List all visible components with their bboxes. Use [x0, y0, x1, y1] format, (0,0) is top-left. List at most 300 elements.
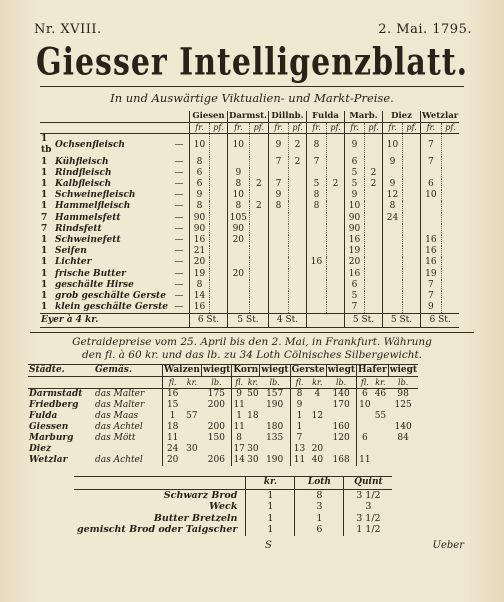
place-header: Marb.	[345, 111, 383, 123]
price-cell	[289, 201, 307, 212]
measure-name: das Malter	[95, 400, 145, 411]
price-cell	[441, 280, 459, 291]
grain-price-cell	[388, 455, 418, 466]
grain-row	[28, 411, 418, 422]
eggs-cell: 6 St.	[421, 314, 460, 328]
grain-price-cell	[201, 444, 231, 455]
city-name: Wetzlar	[29, 455, 68, 466]
city-name: Friedberg	[29, 400, 79, 411]
eggs-row	[40, 314, 459, 328]
price-cell: 9	[269, 190, 289, 201]
price-cell: 8	[307, 201, 327, 212]
bread-name: Schwarz Brod	[163, 489, 238, 501]
price-cell	[269, 235, 289, 246]
place-header: Giesen	[189, 111, 227, 123]
bread-cell: 1	[246, 524, 295, 536]
grain-price-cell: 7	[290, 433, 308, 444]
price-cell: 90	[189, 224, 209, 235]
row-quantity: 7	[41, 223, 48, 234]
grain-price-cell: 140	[332, 389, 350, 400]
price-cell: 16	[345, 235, 365, 246]
item-name: grob geschälte Gerste	[55, 291, 166, 302]
price-cell	[249, 157, 268, 168]
price-cell: 8	[307, 190, 327, 201]
grain-col-header: wiegt	[389, 365, 418, 376]
measure-name: das Achtel	[95, 422, 143, 433]
price-cell: 10	[383, 134, 403, 157]
grain-price-cell: 11	[163, 433, 183, 444]
row-dash: —	[174, 156, 184, 167]
price-cell	[441, 168, 459, 179]
grain-price-cell: 175	[207, 389, 225, 400]
row-dash: —	[174, 179, 184, 190]
price-cell: 14	[189, 291, 209, 302]
city-name: Fulda	[29, 411, 58, 422]
bread-table	[74, 476, 392, 536]
price-cell: 7	[421, 280, 442, 291]
grain-price-cell	[357, 444, 373, 455]
grain-price-cell	[373, 422, 389, 433]
price-cell	[269, 224, 289, 235]
grain-price-cell	[246, 433, 260, 444]
provisions-header-row	[40, 111, 459, 123]
price-cell	[441, 246, 459, 257]
price-cell	[403, 168, 421, 179]
price-cell	[365, 190, 383, 201]
price-cell: 19	[345, 246, 365, 257]
item-name: Seifen	[55, 246, 87, 257]
bread-cell: 3 1/2	[344, 513, 393, 525]
price-cell: 20	[227, 235, 249, 246]
price-cell	[441, 235, 459, 246]
price-cell	[327, 280, 345, 291]
unit-header: lb.	[326, 377, 356, 389]
grain-table	[28, 364, 418, 466]
price-cell: 16	[345, 269, 365, 280]
row-quantity: 1	[41, 201, 48, 212]
item-name: Hammelfleisch	[55, 201, 131, 212]
price-cell	[249, 246, 268, 257]
unit-header: pf.	[365, 123, 383, 134]
grain-col-header: Städte.	[28, 365, 94, 377]
price-cell	[441, 134, 459, 157]
measure-name: das Achtel	[95, 455, 143, 466]
grain-price-cell: 150	[207, 433, 225, 444]
price-cell	[269, 213, 289, 224]
price-cell	[365, 213, 383, 224]
price-cell	[441, 213, 459, 224]
price-cell: 6	[189, 179, 209, 190]
bread-row	[74, 513, 392, 525]
provisions-table	[40, 111, 459, 328]
bread-row	[74, 524, 392, 536]
price-cell: 9	[383, 157, 403, 168]
grain-price-cell: 170	[332, 400, 350, 411]
grain-heading	[28, 336, 476, 362]
price-cell	[383, 246, 403, 257]
grain-price-cell: 8	[232, 433, 246, 444]
price-cell	[441, 179, 459, 190]
price-cell	[403, 201, 421, 212]
grain-row	[28, 444, 418, 455]
row-dash: —	[174, 235, 184, 246]
price-cell	[209, 224, 227, 235]
provision-row	[40, 201, 459, 212]
price-cell	[209, 134, 227, 157]
price-cell	[289, 302, 307, 314]
grain-price-cell: 55	[374, 411, 387, 422]
grain-price-cell	[246, 422, 260, 433]
price-cell	[365, 269, 383, 280]
masthead-line	[34, 22, 472, 37]
price-cell	[441, 201, 459, 212]
grain-price-cell: 135	[266, 433, 284, 444]
grain-price-cell: 157	[266, 389, 284, 400]
grain-price-cell	[182, 400, 201, 411]
row-dash: —	[174, 190, 184, 201]
price-cell	[209, 269, 227, 280]
row-quantity: 1	[41, 291, 48, 302]
price-cell	[327, 257, 345, 268]
row-quantity: 1	[41, 190, 48, 201]
price-cell	[269, 168, 289, 179]
price-cell: 10	[227, 190, 249, 201]
grain-col-header: wiegt	[327, 365, 356, 376]
price-cell	[289, 224, 307, 235]
grain-price-cell: 11	[357, 455, 373, 466]
grain-price-cell	[260, 444, 290, 455]
price-cell: 9	[383, 179, 403, 190]
row-quantity: 1 tb	[41, 134, 52, 156]
row-quantity: 1	[41, 302, 48, 313]
grain-price-cell: 30	[247, 444, 259, 455]
unit-header: pf.	[403, 123, 421, 134]
price-cell	[227, 257, 249, 268]
bread-cell: 1	[246, 501, 295, 513]
unit-header: pf.	[289, 123, 307, 134]
price-cell	[307, 246, 327, 257]
unit-header: fr.	[421, 123, 442, 134]
price-cell: 2	[249, 179, 268, 190]
unit-header: fl.	[163, 377, 183, 389]
price-cell	[289, 257, 307, 268]
price-cell: 6	[345, 157, 365, 168]
price-cell	[249, 280, 268, 291]
unit-header: fr.	[383, 123, 403, 134]
measure-name: das Mött	[95, 433, 136, 444]
price-cell: 19	[421, 269, 442, 280]
provision-row	[40, 246, 459, 257]
grain-price-cell: 1	[232, 411, 246, 422]
grain-price-cell	[182, 455, 201, 466]
price-cell: 19	[189, 269, 209, 280]
grain-price-cell: 120	[332, 433, 350, 444]
price-cell	[209, 213, 227, 224]
price-cell	[383, 257, 403, 268]
unit-header: lb.	[388, 377, 418, 389]
price-cell	[289, 168, 307, 179]
bread-col-header: kr.	[246, 477, 295, 490]
price-cell	[383, 302, 403, 314]
price-cell	[289, 246, 307, 257]
catchword: Ueber	[432, 539, 464, 551]
row-dash: —	[174, 212, 184, 223]
price-cell: 6	[189, 168, 209, 179]
grain-price-cell: 11	[233, 422, 245, 433]
price-cell: 16	[421, 246, 442, 257]
price-cell	[269, 291, 289, 302]
price-cell: 90	[345, 213, 365, 224]
price-cell: 16	[421, 235, 442, 246]
row-quantity: 1	[41, 156, 48, 167]
grain-price-cell	[373, 400, 389, 411]
price-cell	[441, 257, 459, 268]
price-cell	[403, 224, 421, 235]
price-cell	[209, 291, 227, 302]
price-cell: 16	[421, 257, 442, 268]
price-cell	[441, 302, 459, 314]
price-cell: 6	[345, 280, 365, 291]
section-rule	[30, 332, 474, 333]
price-cell	[365, 157, 383, 168]
price-cell	[209, 190, 227, 201]
grain-price-cell: 98	[397, 389, 409, 400]
item-name: Hammelsfett	[55, 212, 121, 223]
unit-header: fr.	[345, 123, 365, 134]
price-cell: 16	[189, 302, 209, 314]
price-cell: 7	[345, 302, 365, 314]
price-cell	[227, 302, 249, 314]
grain-price-cell: 200	[207, 400, 225, 411]
price-cell	[327, 157, 345, 168]
unit-header: pf.	[249, 123, 268, 134]
grain-col-header: Gemäs.	[94, 365, 163, 377]
price-cell	[327, 134, 345, 157]
item-name: frische Butter	[55, 268, 126, 279]
grain-price-cell: 84	[397, 433, 409, 444]
price-cell	[249, 257, 268, 268]
price-cell: 2	[289, 157, 307, 168]
row-dash: —	[174, 139, 184, 150]
issue-date: 2. Mai. 1795.	[378, 22, 472, 37]
price-cell	[365, 302, 383, 314]
grain-col-header: wiegt	[261, 365, 289, 376]
price-cell	[289, 269, 307, 280]
provision-row	[40, 291, 459, 302]
price-cell	[365, 246, 383, 257]
price-cell	[421, 213, 442, 224]
price-cell	[289, 235, 307, 246]
price-cell	[421, 201, 442, 212]
place-header: Fulda	[307, 111, 345, 123]
grain-price-cell	[308, 422, 326, 433]
provision-row	[40, 190, 459, 201]
price-cell: 20	[345, 257, 365, 268]
item-name: Ochsenfleisch	[55, 139, 125, 150]
item-name: Kühfleisch	[55, 156, 109, 167]
grain-price-cell: 30	[247, 455, 259, 466]
grain-price-cell: 206	[207, 455, 225, 466]
price-cell	[249, 235, 268, 246]
price-cell	[289, 179, 307, 190]
price-cell: 5	[307, 179, 327, 190]
bread-cell: 3	[295, 501, 344, 513]
price-cell	[269, 257, 289, 268]
eggs-cell	[307, 314, 345, 328]
price-cell	[383, 269, 403, 280]
bread-cell: 1	[246, 489, 295, 501]
price-cell: 5	[345, 179, 365, 190]
price-cell	[327, 302, 345, 314]
price-cell	[289, 280, 307, 291]
price-cell: 9	[269, 134, 289, 157]
price-cell: 2	[249, 201, 268, 212]
eggs-cell: 5 St.	[345, 314, 383, 328]
price-cell	[403, 246, 421, 257]
row-quantity: 1	[41, 179, 48, 190]
price-cell	[307, 213, 327, 224]
grain-price-cell: 1	[163, 411, 183, 422]
grain-price-cell: 9	[232, 389, 246, 401]
section-subtitle: In und Auswärtige Viktualien- und Markt-Preise.	[110, 91, 394, 105]
signature-mark: S	[265, 539, 272, 551]
price-cell	[327, 190, 345, 201]
grain-price-cell	[373, 433, 389, 444]
row-quantity: 1	[41, 268, 48, 279]
place-header: Wetzlar	[422, 111, 459, 121]
grain-price-cell	[388, 411, 418, 422]
price-cell: 90	[227, 224, 249, 235]
grain-price-cell: 1	[290, 411, 308, 422]
price-cell	[327, 269, 345, 280]
grain-row	[28, 400, 418, 411]
grain-price-cell: 6	[357, 433, 373, 444]
item-name: Schweinefleisch	[55, 190, 136, 201]
price-cell: 8	[227, 201, 249, 212]
measure-name: das Maas	[95, 411, 139, 422]
city-name: Giessen	[29, 422, 69, 433]
grain-col-header: Gerste	[291, 365, 325, 376]
price-cell: 7	[307, 157, 327, 168]
grain-price-cell: 15	[163, 400, 183, 411]
grain-price-cell: 11	[233, 400, 245, 411]
grain-price-cell	[201, 411, 231, 422]
grain-price-cell: 20	[311, 444, 324, 455]
unit-header: kr.	[182, 377, 201, 389]
unit-header: kr.	[308, 377, 326, 389]
price-cell	[365, 235, 383, 246]
price-cell: 6	[421, 179, 442, 190]
price-cell	[209, 302, 227, 314]
price-cell	[403, 179, 421, 190]
bread-cell: 6	[295, 524, 344, 536]
price-cell: 9	[345, 190, 365, 201]
price-cell: 7	[421, 134, 442, 157]
grain-body	[28, 389, 418, 467]
price-cell	[365, 201, 383, 212]
price-cell	[249, 291, 268, 302]
grain-price-cell	[246, 400, 260, 411]
bread-cell: 8	[295, 489, 344, 501]
grain-row	[28, 455, 418, 466]
price-cell	[289, 213, 307, 224]
price-cell	[249, 269, 268, 280]
grain-price-cell: 1	[290, 422, 308, 433]
unit-header: lb.	[201, 377, 231, 389]
price-cell: 20	[189, 257, 209, 268]
grain-price-cell: 6	[357, 389, 373, 401]
price-cell	[249, 213, 268, 224]
place-header: Diez	[383, 111, 421, 123]
grain-row	[28, 433, 418, 444]
price-cell	[269, 246, 289, 257]
price-cell	[307, 280, 327, 291]
provision-row	[40, 179, 459, 190]
unit-header: fl.	[357, 377, 373, 389]
price-cell: 16	[189, 235, 209, 246]
eggs-cell: 6 St.	[189, 314, 227, 328]
bread-header-row	[74, 477, 392, 490]
price-cell	[249, 168, 268, 179]
price-cell	[307, 235, 327, 246]
grain-price-cell	[308, 433, 326, 444]
grain-col-header: Korn	[233, 365, 259, 376]
issue-number: Nr. XVIII.	[34, 22, 102, 37]
price-cell: 8	[307, 134, 327, 157]
price-cell	[307, 302, 327, 314]
price-cell: 7	[269, 157, 289, 168]
title-rule	[40, 86, 464, 87]
unit-header: fr.	[307, 123, 327, 134]
provision-row	[40, 269, 459, 280]
item-name: Kalbfleisch	[55, 179, 112, 190]
price-cell	[327, 168, 345, 179]
item-name: Rindfleisch	[55, 167, 112, 178]
price-cell: 7	[269, 179, 289, 190]
price-cell	[403, 190, 421, 201]
grain-price-cell	[373, 455, 389, 466]
price-cell: 8	[189, 157, 209, 168]
grain-price-cell: 40	[311, 455, 324, 466]
grain-price-cell	[357, 422, 373, 433]
grain-price-cell: 18	[163, 422, 183, 433]
provision-row	[40, 157, 459, 168]
grain-price-cell: 190	[266, 455, 284, 466]
price-cell	[249, 134, 268, 157]
city-name: Marburg	[29, 433, 74, 444]
grain-row	[28, 422, 418, 433]
price-cell: 9	[189, 190, 209, 201]
price-cell	[383, 235, 403, 246]
price-cell	[209, 257, 227, 268]
unit-header: fr.	[269, 123, 289, 134]
price-cell: 21	[189, 246, 209, 257]
price-cell	[327, 246, 345, 257]
price-cell: 5	[345, 291, 365, 302]
price-cell	[383, 168, 403, 179]
price-cell	[403, 280, 421, 291]
price-cell	[209, 235, 227, 246]
measure-name	[94, 444, 163, 455]
place-header: Dillnb.	[269, 111, 307, 123]
measure-name: das Malter	[95, 389, 145, 400]
bread-cell: 1 1/2	[344, 524, 393, 536]
bread-cell: 1	[295, 513, 344, 525]
price-cell	[403, 157, 421, 168]
price-cell	[441, 224, 459, 235]
row-dash: —	[174, 268, 184, 279]
row-quantity: 1	[41, 279, 48, 290]
